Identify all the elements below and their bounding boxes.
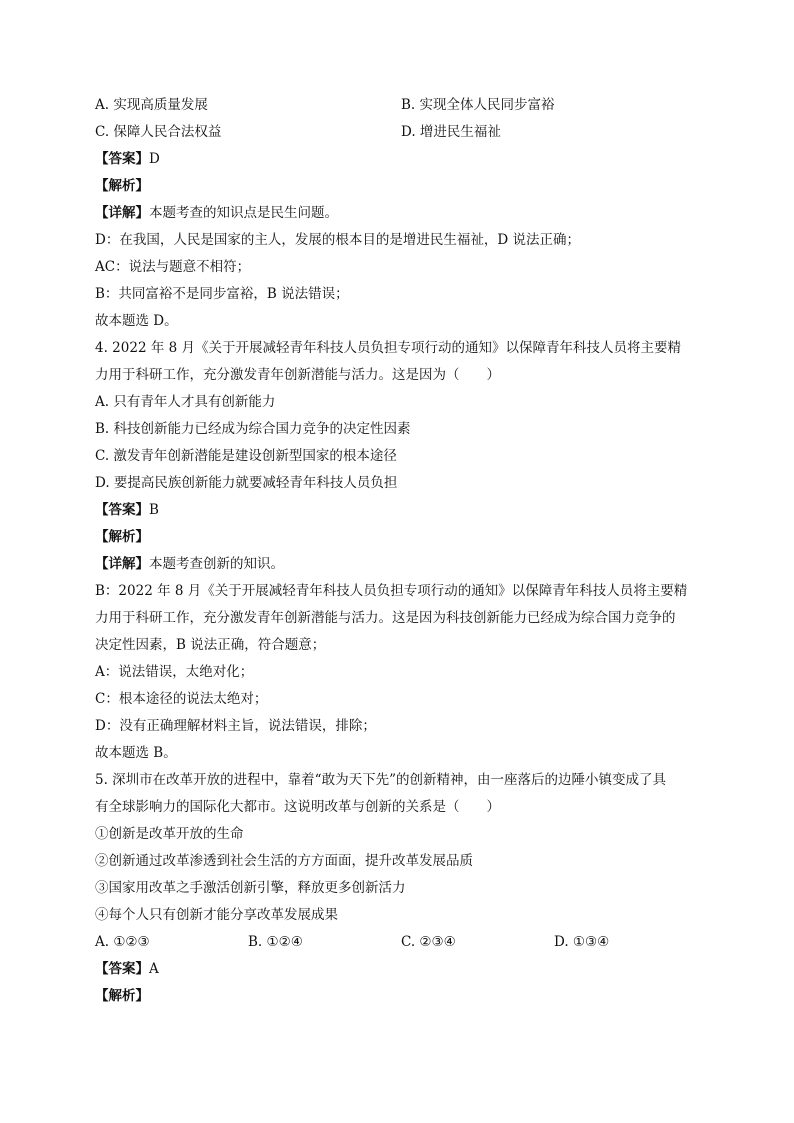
q3-detail-line: 故本题选 D。: [95, 313, 178, 329]
q5-option-a: A. ①②③: [95, 934, 150, 950]
q3-option-d: D. 增进民生福祉: [401, 124, 501, 140]
q5-option-d: D. ①③④: [554, 934, 610, 950]
analysis-tag: 【解析】: [95, 178, 149, 194]
q4-stem-line: 4. 2022 年 8 月《关于开展减轻青年科技人员负担专项行动的通知》以保障青年科技人员将主要精: [95, 340, 681, 356]
q5-stem-line: 5. 深圳市在改革开放的进程中，靠着“敢为天下先”的创新精神，由一座落后的边陲小镇变成了具: [95, 772, 666, 788]
detail-tag: 【详解】: [95, 205, 149, 221]
q4-detail-line: B：2022 年 8 月《关于开展减轻青年科技人员负担专项行动的通知》以保障青年科技人员将主要精: [95, 583, 688, 599]
q5-stem-line: 有全球影响力的国际化大都市。这说明改革与创新的关系是（ ）: [95, 799, 500, 815]
q4-detail-line: D：没有正确理解材料主旨，说法错误，排除；: [95, 718, 376, 734]
q3-detail: [95, 200, 707, 227]
answer-tag: 【答案】: [95, 961, 149, 977]
analysis-tag: 【解析】: [95, 529, 149, 545]
answer-value: B: [149, 502, 159, 518]
q3-options-row-2: [95, 119, 707, 146]
q5-item: ③国家用改革之手激活创新引擎，释放更多创新活力: [95, 880, 406, 896]
q3-option-a: A. 实现高质量发展: [95, 97, 208, 113]
q4-option-b: B. 科技创新能力已经成为综合国力竞争的决定性因素: [95, 421, 411, 437]
q4-detail-line: 故本题选 B。: [95, 745, 177, 761]
q5-options-row: [95, 929, 707, 956]
q4-stem-line: 力用于科研工作，充分激发青年创新潜能与活力。这是因为（ ）: [95, 367, 500, 383]
q3-options-row-1: [95, 92, 707, 119]
q5-option-c: C. ②③④: [401, 934, 456, 950]
detail-intro: 本题考查创新的知识。: [149, 556, 284, 572]
q3-detail-line: AC：说法与题意不相符；: [95, 259, 251, 275]
q4-detail-line: A：说法错误，太绝对化；: [95, 664, 254, 680]
q4-option-c: C. 激发青年创新潜能是建设创新型国家的根本途径: [95, 448, 397, 464]
q3-detail-line: D：在我国，人民是国家的主人，发展的根本目的是增进民生福祉，D 说法正确；: [95, 232, 580, 248]
q5-item: ②创新通过改革渗透到社会生活的方方面面，提升改革发展品质: [95, 853, 473, 869]
answer-tag: 【答案】: [95, 502, 149, 518]
q4-detail: [95, 551, 707, 578]
q4-option-d: D. 要提高民族创新能力就要减轻青年科技人员负担: [95, 475, 398, 491]
q4-answer: [95, 497, 707, 524]
q3-detail-line: B：共同富裕不是同步富裕，B 说法错误；: [95, 286, 349, 302]
q5-option-b: B. ①②④: [248, 934, 303, 950]
q4-detail-line: 决定性因素，B 说法正确，符合题意；: [95, 637, 326, 653]
q4-analysis: [95, 524, 707, 551]
q4-detail-line: 力用于科研工作，充分激发青年创新潜能与活力。这是因为科技创新能力已经成为综合国力竞争的: [95, 610, 676, 626]
analysis-tag: 【解析】: [95, 988, 149, 1004]
q4-option-a: A. 只有青年人才具有创新能力: [95, 394, 276, 410]
answer-value: D: [149, 151, 160, 167]
q5-analysis: [95, 983, 707, 1010]
answer-tag: 【答案】: [95, 151, 149, 167]
document-content: [95, 92, 707, 1010]
answer-value: A: [149, 961, 159, 977]
q3-option-b: B. 实现全体人民同步富裕: [401, 97, 555, 113]
detail-intro: 本题考查的知识点是民生问题。: [149, 205, 338, 221]
q5-item: ①创新是改革开放的生命: [95, 826, 244, 842]
q3-answer: [95, 146, 707, 173]
q4-detail-line: C：根本途径的说法太绝对；: [95, 691, 268, 707]
q3-analysis: [95, 173, 707, 200]
q5-item: ④每个人只有创新才能分享改革发展成果: [95, 907, 338, 923]
q3-option-c: C. 保障人民合法权益: [95, 124, 222, 140]
q5-answer: [95, 956, 707, 983]
detail-tag: 【详解】: [95, 556, 149, 572]
